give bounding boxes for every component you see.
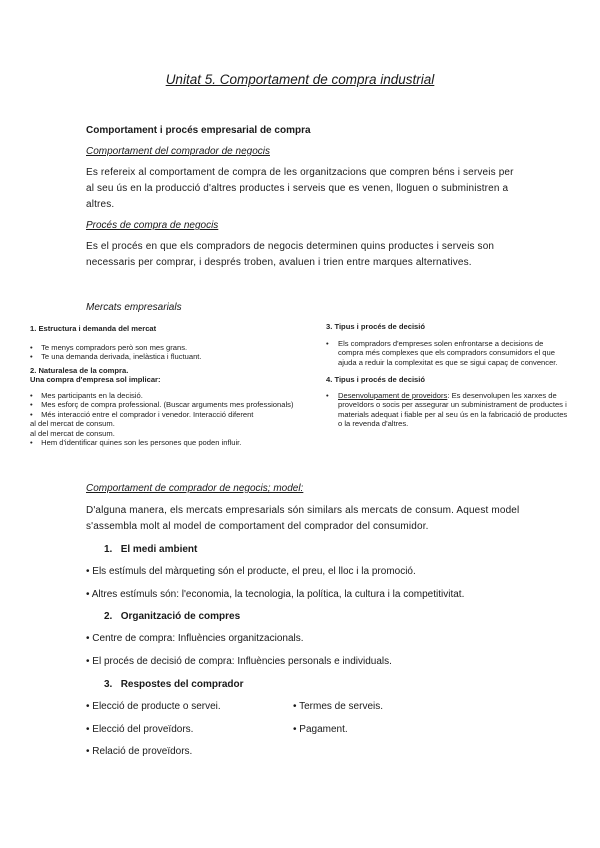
paragraph-line: D'alguna manera, els mercats empresarials són similars als mercats de consum. Aquest model	[86, 505, 520, 516]
model-item-1-heading: 1. El medi ambient	[104, 544, 198, 555]
bullet-item: • Elecció del proveïdors.	[86, 724, 194, 735]
paragraph-line: s'assembla molt al model de comportament del comprador del consumidor.	[86, 521, 429, 532]
paragraph-line: al seu ús en la producció d'altres productes i serveis que es venen, lloguen o subministren a	[86, 183, 509, 194]
scan-heading-naturalesa: 2. Naturalesa de la compra.	[30, 365, 129, 375]
subheading-proces-compra: Procés de compra de negocis	[86, 220, 219, 231]
page-title: Unitat 5. Comportament de compra industrial	[165, 72, 435, 87]
scan-bullet: • Hem d'identificar quines son les persones que poden influir.	[30, 438, 242, 447]
bullet-item: • Centre de compra: Influències organitzacionals.	[86, 633, 304, 644]
paragraph-line: altres.	[86, 199, 115, 210]
bullet-item: • Els estímuls del màrqueting són el producte, el preu, el lloc i la promoció.	[86, 566, 416, 577]
scan-bullet: • Els compradors d'empreses solen enfrontarse a decisions de compra més complexes que els compradors consumidors el que ajuda a reduir la complexitat es que se sigui capaç de convencer.	[326, 338, 558, 367]
bullet-item: • Pagament.	[293, 724, 348, 735]
scan-bullet: • Més interacció entre el comprador i venedor. Interacció diferent	[30, 409, 254, 419]
scan-right-column	[326, 322, 588, 429]
scan-bullet: • Te una demanda derivada, inelàstica i fluctuant.	[30, 352, 202, 361]
scan-bullet: • Mes participants en la decisió.	[30, 390, 143, 400]
scan-heading-tipus-2: 4. Tipus i procés de decisió	[326, 375, 426, 384]
scan-bullet: • Desenvolupament de proveidors: Es desenvolupen les xarxes de proveïdors o socis per assegurar un subministrament de productes i materials adequat i fiable per al seu ús en la fabricació de productes o la revenda d'altres.	[326, 390, 568, 428]
model-paragraph	[86, 503, 519, 535]
bullet-item: • Termes de serveis.	[293, 701, 384, 712]
paragraph-line: Es el procés en que els compradors de negocis determinen quins productes i serveis son	[86, 241, 495, 252]
paragraph-proces	[86, 239, 494, 271]
bullet-item: • El procés de decisió de compra: Influències personals e individuals.	[86, 656, 392, 667]
paragraph-line: Es refereix al comportament de compra de les organitzacions que compren béns i serveis per	[86, 167, 514, 178]
mercats-heading: Mercats empresarials	[86, 302, 182, 313]
scan-line: al del mercat de consum.	[30, 428, 115, 438]
scan-heading-tipus: 3. Tipus i procés de decisió	[326, 322, 426, 331]
model-item-3-heading: 3. Respostes del comprador	[104, 679, 244, 690]
section-heading-comportament: Comportament i procés empresarial de compra	[86, 125, 311, 136]
scan-bullet: • Mes esforç de compra professional. (Buscar arguments mes professionals)	[30, 400, 294, 409]
scan-heading-estructura: 1. Estructura i demanda del mercat	[30, 324, 157, 333]
paragraph-line: necessaris per comprar, i després troben, avaluen i trien entre marques alternatives.	[86, 257, 472, 268]
model-item-2-heading: 2. Organització de compres	[104, 611, 241, 622]
bullet-item: • Altres estímuls són: l'economia, la tecnologia, la política, la cultura i la competitivitat.	[86, 589, 465, 600]
bullet-item: • Relació de proveïdors.	[86, 746, 193, 757]
paragraph-definition	[86, 165, 514, 213]
scan-subheading-compra: Una compra d'empresa sol implicar:	[30, 375, 161, 384]
model-heading: Comportament de comprador de negocis; model:	[86, 483, 304, 494]
subheading-comportament-comprador: Comportament del comprador de negocis	[86, 146, 270, 157]
scan-bullet: • Te menys compradors però son mes grans.	[30, 342, 188, 352]
scan-line: al del mercat de consum.	[30, 419, 115, 428]
scan-left-column	[30, 324, 330, 448]
bullet-item: • Elecció de producte o servei.	[86, 701, 221, 712]
